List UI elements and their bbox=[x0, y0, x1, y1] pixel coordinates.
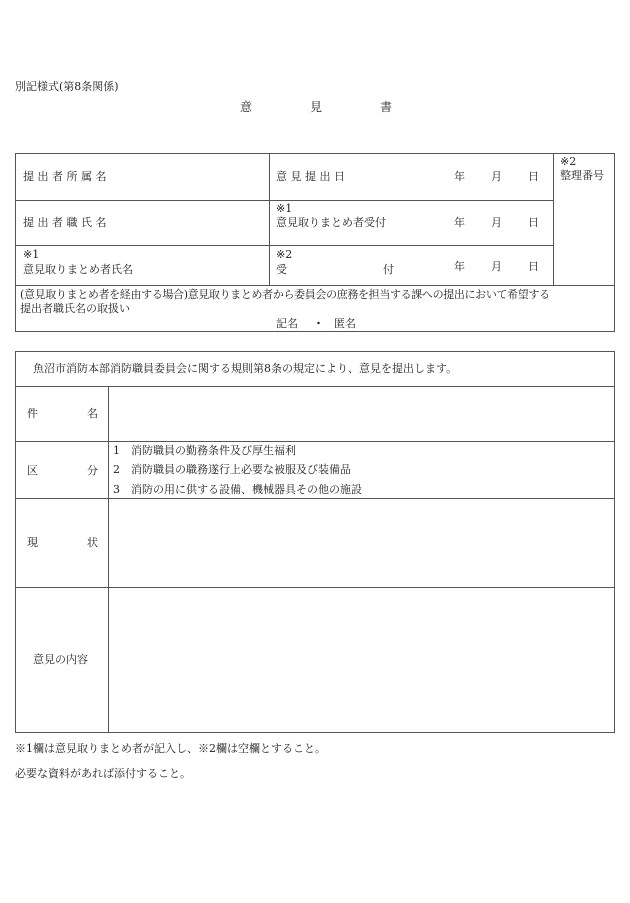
subject-label-char2: 名 bbox=[87, 407, 98, 420]
receipt-date-month: 月 bbox=[491, 216, 502, 229]
receipt-label: 意見取りまとめ者受付 bbox=[276, 216, 386, 229]
receipt-mark: ※1 bbox=[276, 202, 293, 215]
received-date-day: 日 bbox=[528, 260, 539, 273]
option-named: 記名 bbox=[276, 317, 298, 330]
received-date-year: 年 bbox=[454, 260, 465, 273]
submission-date-day: 日 bbox=[528, 170, 539, 183]
received-date-month: 月 bbox=[491, 260, 502, 273]
receipt-date-year: 年 bbox=[454, 216, 465, 229]
submitter-affiliation-label: 提 出 者 所 属 名 bbox=[23, 170, 107, 183]
option-separator: ・ bbox=[313, 317, 324, 330]
category-label-char2: 分 bbox=[87, 464, 98, 477]
received-mark: ※2 bbox=[276, 248, 293, 261]
submission-date-label: 意 見 提 出 日 bbox=[276, 170, 345, 183]
title-char-3: 書 bbox=[380, 100, 393, 114]
received-left-char: 受 bbox=[276, 263, 287, 276]
coordinator-name-label: 意見取りまとめ者氏名 bbox=[23, 263, 133, 276]
title-char-2: 見 bbox=[310, 100, 323, 114]
status-label-char2: 状 bbox=[87, 536, 98, 549]
ref-mark: ※2 bbox=[560, 155, 577, 168]
opinion-content-label: 意見の内容 bbox=[33, 653, 88, 666]
title-char-1: 意 bbox=[240, 100, 253, 114]
submission-date-month: 月 bbox=[491, 170, 502, 183]
option-anonymous: 匿名 bbox=[334, 317, 356, 330]
note-1: ※1欄は意見取りまとめ者が記入し、※2欄は空欄とすること。 bbox=[15, 742, 326, 755]
ref-number-label: 整理番号 bbox=[560, 169, 604, 182]
subject-label-char1: 件 bbox=[27, 407, 38, 420]
submitter-name-label: 提 出 者 職 氏 名 bbox=[23, 216, 107, 229]
handling-text-line1: (意見取りまとめ者を経由する場合)意見取りまとめ者から委員会の庶務を担当する課への提出において希望する bbox=[20, 288, 550, 301]
category-option-3: 3 消防の用に供する設備、機械器具その他の施設 bbox=[113, 483, 362, 496]
handling-text-line2: 提出者職氏名の取扱い bbox=[20, 302, 130, 315]
submission-date-year: 年 bbox=[454, 170, 465, 183]
category-label-char1: 区 bbox=[27, 464, 38, 477]
category-option-1: 1 消防職員の勤務条件及び厚生福利 bbox=[113, 444, 296, 457]
coordinator-mark: ※1 bbox=[23, 248, 40, 261]
form-label: 別記様式(第8条関係) bbox=[15, 80, 119, 93]
receipt-date-day: 日 bbox=[528, 216, 539, 229]
category-option-2: 2 消防職員の職務遂行上必要な被服及び装備品 bbox=[113, 463, 351, 476]
note-2: 必要な資料があれば添付すること。 bbox=[15, 767, 191, 780]
intro-statement: 魚沼市消防本部消防職員委員会に関する規則第8条の規定により、意見を提出します。 bbox=[33, 362, 458, 375]
received-right-char: 付 bbox=[383, 263, 394, 276]
status-label-char1: 現 bbox=[27, 536, 38, 549]
